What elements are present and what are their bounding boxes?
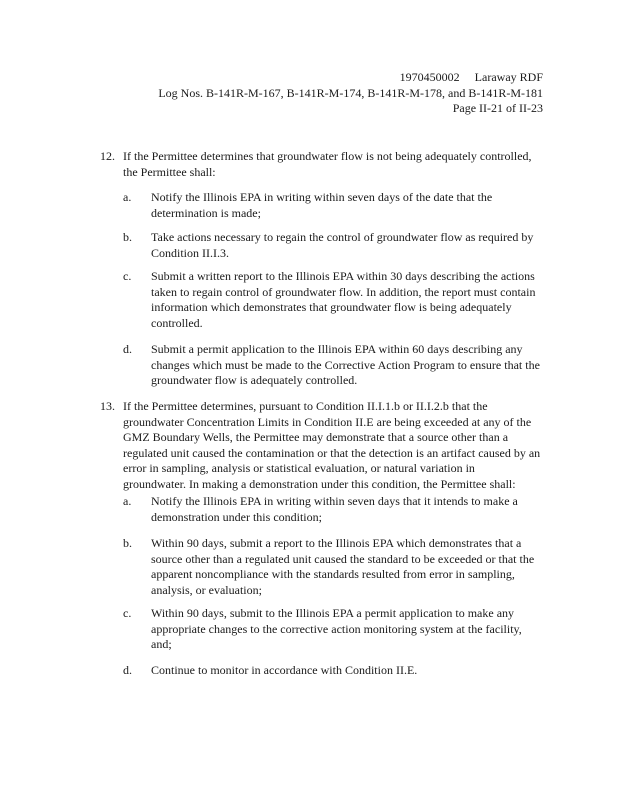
- header-log-numbers: Log Nos. B-141R-M-167, B-141R-M-174, B-141R-M-178, and B-141R-M-181: [158, 85, 543, 100]
- sub-text-line: information which demonstrates that groundwater flow is being adequately: [151, 300, 512, 314]
- sub-letter: d.: [123, 342, 132, 356]
- condition-text-line: If the Permittee determines that groundwater flow is not being adequately controlled,: [123, 149, 532, 163]
- sub-letter: a.: [123, 494, 132, 508]
- sub-letter: c.: [123, 269, 132, 283]
- sub-text-line: Within 90 days, submit to the Illinois EPA a permit application to make any: [151, 606, 515, 620]
- sub-text-line: changes which must be made to the Corrective Action Program to ensure that the: [151, 357, 540, 372]
- sub-text-line: demonstration under this condition;: [151, 509, 322, 524]
- sub-text-line: Condition II.I.3.: [151, 245, 229, 260]
- condition-text-line: If the Permittee determines, pursuant to Condition II.I.1.b or II.I.2.b that the: [123, 399, 488, 413]
- sub-text-line: Submit a written report to the Illinois EPA within 30 days describing the actions: [151, 269, 535, 283]
- sub-text-line: Submit a permit application to the Illinois EPA within 60 days describing any: [151, 342, 523, 356]
- sub-text-line: Notify the Illinois EPA in writing within seven days that it intends to make a: [151, 494, 518, 508]
- sub-text-line: determination is made;: [151, 205, 261, 220]
- sub-text-line: controlled.: [151, 315, 203, 330]
- sub-text-line: source other than a regulated unit caused the standard to be exceeded or that the: [151, 551, 535, 566]
- condition-text-line: the Permittee shall:: [123, 164, 216, 179]
- sub-text-line: and;: [151, 637, 172, 651]
- sub-text-line: Notify the Illinois EPA in writing within seven days of the date that the: [151, 190, 493, 204]
- sub-letter: b.: [123, 230, 132, 244]
- sub-text-line: Within 90 days, submit a report to the Illinois EPA which demonstrates that a: [151, 536, 522, 550]
- header-permit-line: 1970450002 Laraway RDF: [399, 70, 543, 84]
- condition-text-line: regulated unit caused the contamination or that the detection is an artifact caused by an: [123, 445, 541, 460]
- sub-text-line: analysis, or evaluation;: [151, 582, 262, 597]
- header-page-number: Page II-21 of II-23: [452, 101, 543, 115]
- condition-number: 12.: [100, 149, 115, 163]
- condition-text-line: error in sampling, analysis or statistical evaluation, or natural variation in: [123, 461, 475, 475]
- condition-text-line: groundwater Concentration Limits in Condition II.E are being exceeded at any of the: [123, 414, 532, 429]
- condition-text-line: groundwater. In making a demonstration under this condition, the Permittee shall:: [123, 476, 516, 491]
- sub-text-line: groundwater flow is adequately controlled.: [151, 373, 358, 387]
- page-header: [158, 70, 543, 117]
- sub-letter: b.: [123, 536, 132, 550]
- condition-number: 13.: [100, 399, 115, 413]
- sub-letter: a.: [123, 190, 132, 204]
- sub-text-line: Take actions necessary to regain the control of groundwater flow as required by: [151, 230, 534, 244]
- sub-letter: c.: [123, 606, 132, 620]
- condition-text-line: GMZ Boundary Wells, the Permittee may demonstrate that a source other than a: [123, 430, 509, 444]
- sub-text-line: apparent noncompliance with the standards resulted from error in sampling,: [151, 567, 515, 581]
- sub-text-line: taken to regain control of groundwater flow. In addition, the report must contain: [151, 284, 536, 299]
- sub-letter: d.: [123, 663, 132, 677]
- sub-text-line: appropriate changes to the corrective action monitoring system at the facility,: [151, 621, 522, 636]
- sub-text-line: Continue to monitor in accordance with Condition II.E.: [151, 663, 418, 677]
